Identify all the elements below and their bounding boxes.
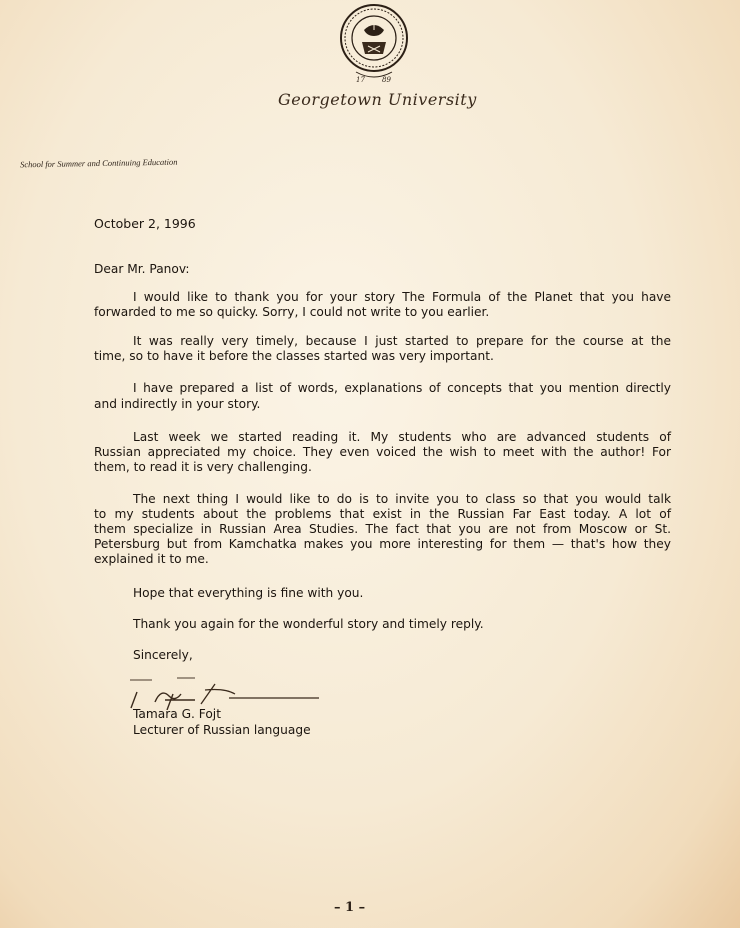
university-name: Georgetown University [278,90,477,109]
paragraph-line: them, to read it is very challenging. [94,460,312,474]
paragraph-line: Last week we started reading it. My students who are advanced students of [133,430,671,444]
paragraph-line: and indirectly in your story. [94,397,261,411]
closing: Sincerely, [133,648,193,662]
svg-text:17: 17 [356,76,365,84]
paragraph-line: I would like to thank you for your story The Formula of the Planet that you have [133,290,671,304]
paragraph-line: explained it to me. [94,552,209,566]
handwritten-signature [125,670,325,710]
paragraph-line: I have prepared a list of words, explanations of concepts that you mention directly [133,381,671,395]
page-number: – 1 – [334,900,366,915]
paragraph-line: to my students about the problems that exist in the Russian Far East today. A lot of [94,507,671,521]
paragraph-line: forwarded to me so quicky. Sorry, I could not write to you earlier. [94,305,490,319]
school-name: School for Summer and Continuing Education [19,156,178,170]
paragraph-line: The next thing I would like to do is to invite you to class so that you would talk [133,492,671,506]
svg-text:89: 89 [382,76,391,84]
paragraph-line: Thank you again for the wonderful story and timely reply. [133,617,484,631]
paragraph-line: Russian appreciated my choice. They even voiced the wish to meet with the author! For [94,445,671,459]
letter-date: October 2, 1996 [94,216,196,231]
paragraph-line: them specialize in Russian Area Studies. The fact that you are not from Moscow or St. [94,522,671,536]
paragraph-line: Petersburg but from Kamchatka makes you more interesting for them — that's how they [94,537,671,551]
salutation: Dear Mr. Panov: [94,262,190,276]
paragraph-line: It was really very timely, because I just started to prepare for the course at the [133,334,671,348]
paragraph-line: Hope that everything is fine with you. [133,586,364,600]
paragraph-line: time, so to have it before the classes started was very important. [94,349,494,363]
signer-title: Lecturer of Russian language [133,723,311,737]
signer-name: Tamara G. Fojt [133,707,221,721]
